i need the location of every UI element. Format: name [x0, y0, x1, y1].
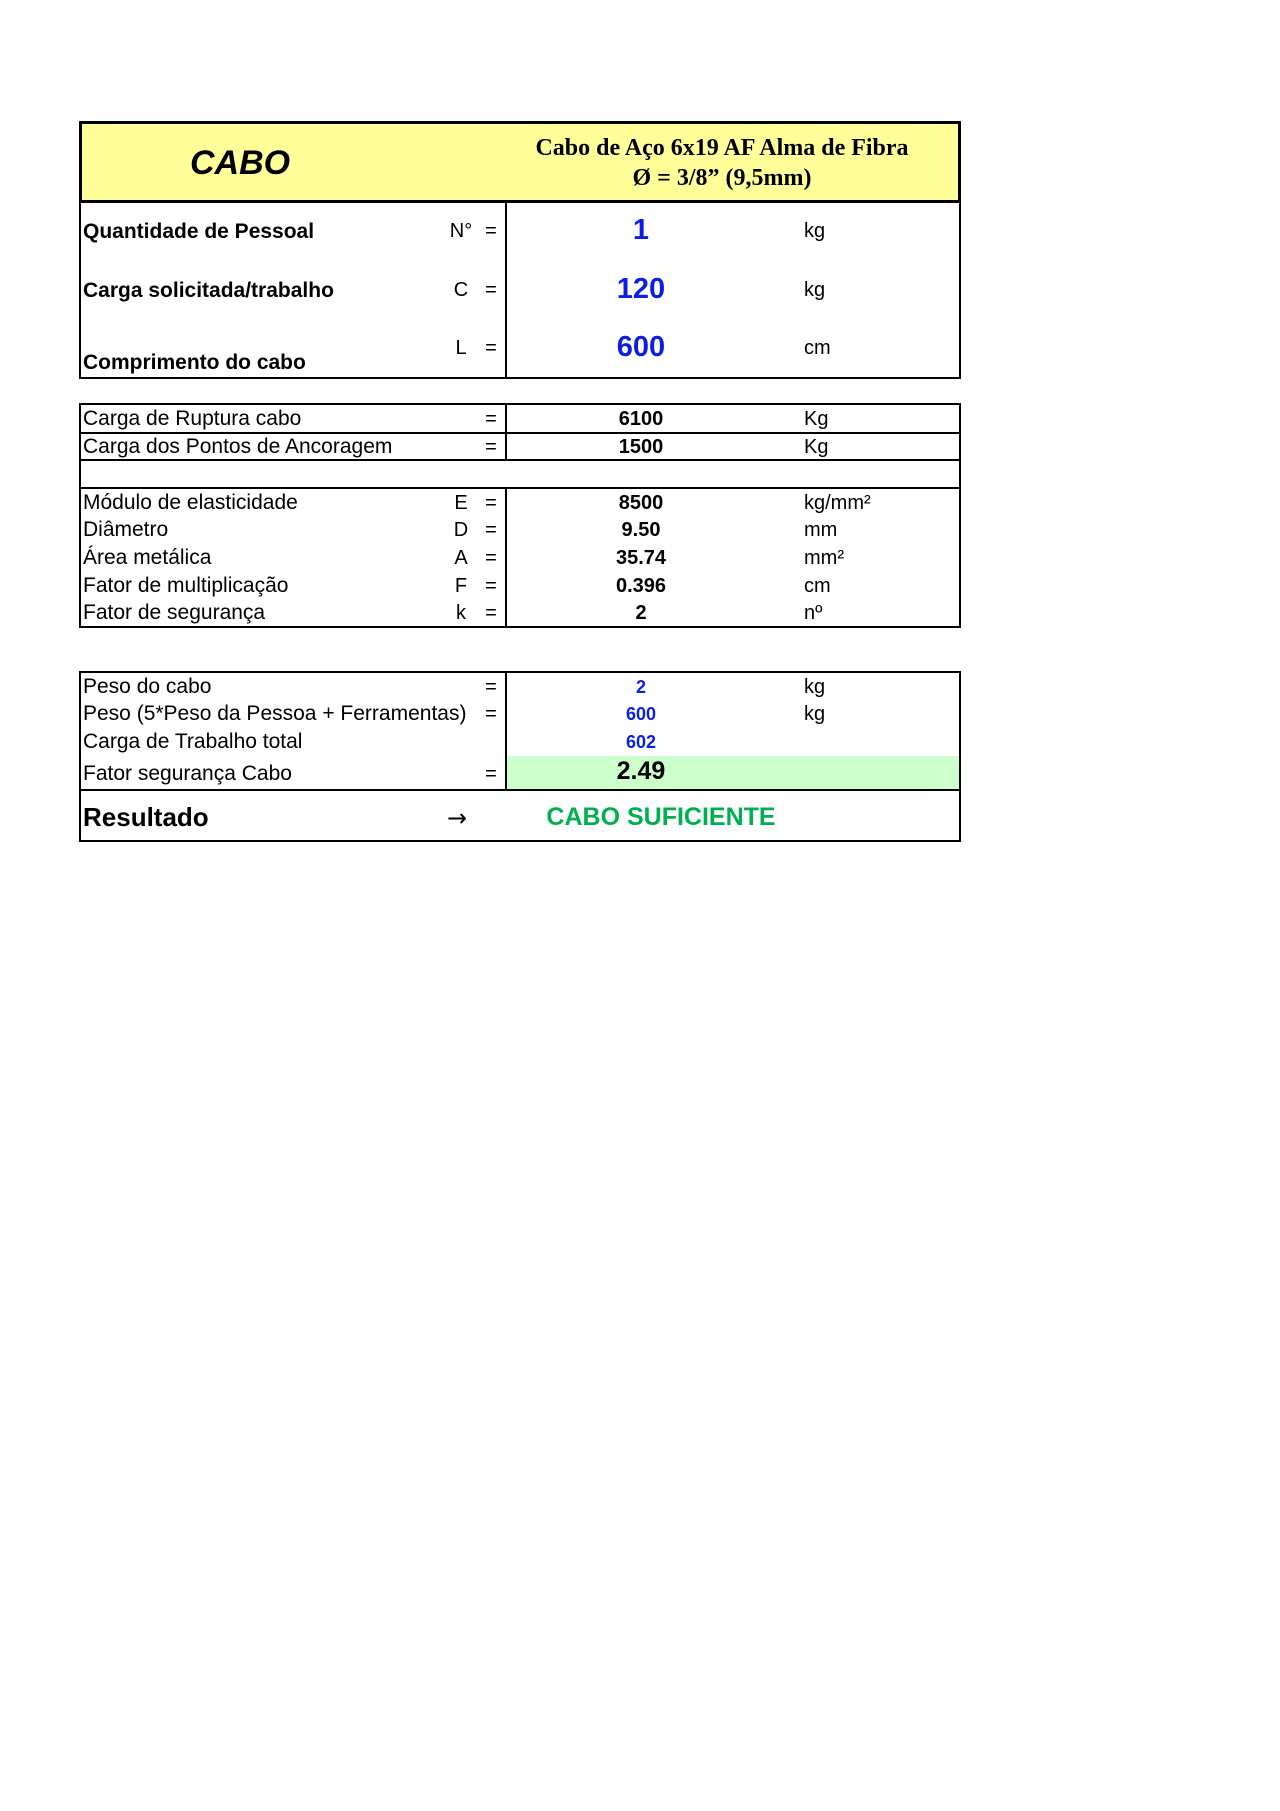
equals-sign: =	[485, 676, 497, 698]
cable-spec-line2: Ø = 3/8” (9,5mm)	[632, 165, 812, 191]
calc-value: 600	[625, 704, 657, 724]
load-label: Carga de Ruptura cabo	[83, 407, 302, 430]
load-value: 6100	[618, 408, 664, 430]
equals-sign: =	[485, 602, 497, 624]
property-value: 8500	[618, 492, 664, 514]
arrow-right-icon: →	[446, 804, 468, 832]
inputs-block	[79, 203, 961, 379]
property-unit: kg/mm²	[804, 492, 871, 514]
property-label: Diâmetro	[83, 518, 169, 541]
input-label: Carga solicitada/trabalho	[83, 279, 334, 302]
page-title: CABO	[190, 144, 291, 182]
property-unit: mm²	[804, 547, 844, 569]
property-symbol: A	[454, 547, 468, 569]
property-symbol: k	[456, 602, 466, 624]
equals-sign: =	[485, 408, 497, 430]
calc-label: Peso do cabo	[83, 675, 212, 698]
load-unit: Kg	[804, 436, 829, 458]
property-unit: nº	[804, 602, 823, 624]
header-block	[79, 121, 961, 203]
input-value[interactable]: 600	[616, 331, 666, 363]
property-unit: mm	[804, 519, 838, 541]
equals-sign: =	[485, 337, 497, 359]
input-symbol: L	[455, 337, 467, 359]
property-value: 2	[635, 602, 647, 624]
calculation-block	[79, 671, 961, 791]
property-unit: cm	[804, 575, 831, 597]
blank-row	[79, 461, 961, 488]
property-label: Módulo de elasticidade	[83, 491, 298, 514]
input-unit: cm	[804, 337, 831, 359]
property-symbol: E	[454, 492, 468, 514]
load-unit: Kg	[804, 408, 829, 430]
property-value: 9.50	[621, 519, 661, 541]
safety-label: Fator segurança Cabo	[83, 762, 292, 785]
equals-sign: =	[485, 492, 497, 514]
equals-sign: =	[485, 519, 497, 541]
calc-label: Carga de Trabalho total	[83, 730, 303, 753]
input-unit: kg	[804, 220, 826, 242]
property-label: Área metálica	[83, 546, 212, 569]
properties-block	[79, 487, 961, 628]
calc-value: 2	[635, 677, 646, 697]
input-value[interactable]: 120	[616, 273, 666, 305]
equals-sign: =	[485, 575, 497, 597]
property-label: Fator de multiplicação	[83, 574, 289, 597]
load-value: 1500	[618, 436, 664, 458]
result-status: CABO SUFICIENTE	[546, 803, 776, 831]
calc-unit: kg	[804, 676, 826, 698]
calc-value: 602	[625, 732, 657, 752]
calc-unit: kg	[804, 703, 826, 725]
input-symbol: N°	[449, 220, 473, 242]
input-label: Comprimento do cabo	[83, 351, 306, 374]
equals-sign: =	[485, 436, 497, 458]
property-value: 35.74	[615, 547, 667, 569]
cable-spec-line1: Cabo de Aço 6x19 AF Alma de Fibra	[535, 135, 909, 161]
input-value[interactable]: 1	[632, 214, 650, 246]
equals-sign: =	[485, 279, 497, 301]
property-symbol: D	[453, 519, 469, 541]
calc-label: Peso (5*Peso da Pessoa + Ferramentas)	[83, 702, 467, 725]
result-label: Resultado	[83, 802, 209, 832]
property-label: Fator de segurança	[83, 601, 266, 624]
safety-value: 2.49	[616, 757, 666, 785]
property-value: 0.396	[615, 575, 667, 597]
equals-sign: =	[485, 547, 497, 569]
loads-block	[79, 403, 961, 461]
equals-sign: =	[485, 703, 497, 725]
result-block	[79, 789, 961, 842]
equals-sign: =	[485, 220, 497, 242]
load-label: Carga dos Pontos de Ancoragem	[83, 435, 393, 458]
input-symbol: C	[453, 279, 469, 301]
input-label: Quantidade de Pessoal	[83, 220, 315, 243]
input-unit: kg	[804, 279, 826, 301]
property-symbol: F	[454, 575, 468, 597]
equals-sign: =	[485, 763, 497, 785]
